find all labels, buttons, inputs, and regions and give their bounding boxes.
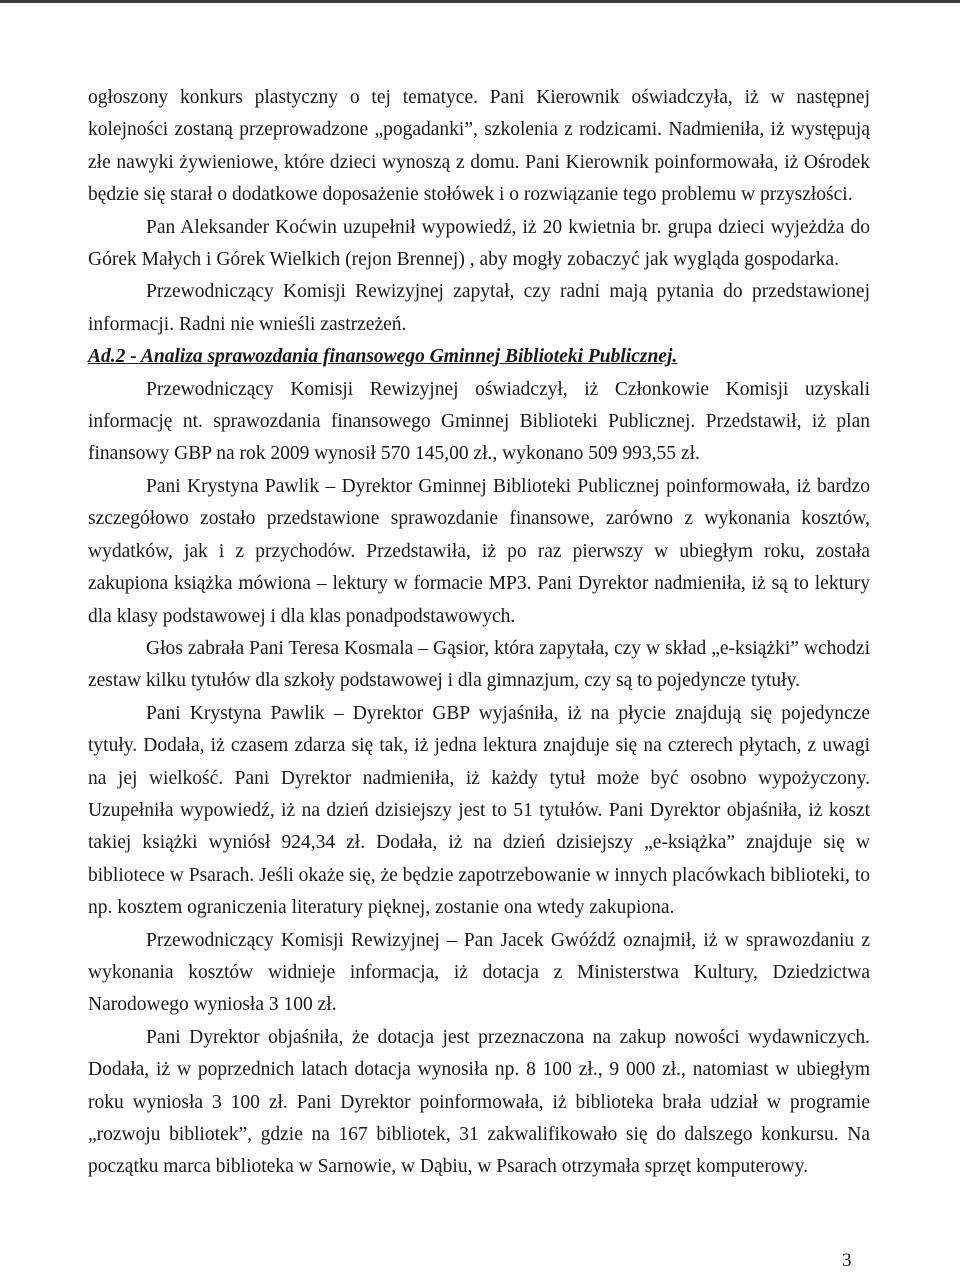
paragraph-kosmala-question: Głos zabrała Pani Teresa Kosmala – Gąsior, która zapytała, czy w skład „e-książki” wchodzi zestaw kilku tytułów dla szkoły podstawowej i dla gimnazjum, czy są to pojedyncze tytuły.: [88, 637, 870, 692]
section-heading-ad2: Ad.2 - Analiza sprawozdania finansowego Gminnej Biblioteki Publicznej.: [88, 346, 678, 368]
paragraph-subsidy-explanation: Pani Dyrektor objaśniła, że dotacja jest przeznaczona na zakup nowości wydawniczych. Dodała, iż w poprzednich latach dotacja wynosiła np. 8 100 zł., 9 000 zł., natomiast w ubiegłym roku wyniosła 3 100 zł. Pani Dyrektor poinformowała, iż biblioteka brała udział w programie „rozwoju bibliotek”, gdzie na 167 bibliotek, 31 zakwalifikowało się do dalszego konkursu. Na początku marca biblioteka w Sarnowie, w Dąbiu, w Psarach otrzymała sprzęt komputerowy.: [88, 1026, 870, 1178]
paragraph-chairman-question: Przewodniczący Komisji Rewizyjnej zapytał, czy radni mają pytania do przedstawionej informacji. Radni nie wnieśli zastrzeżeń.: [88, 281, 870, 335]
paragraph-continuation: ogłoszony konkurs plastyczny o tej tematyce. Pani Kierownik oświadczyła, iż w następnej kolejności zostaną przeprowadzone „pogadanki”, szkolenia z rodzicami. Nadmieniła, iż występują złe nawyki żywieniowe, które dzieci wynoszą z domu. Pani Kierownik poinformowała, iż Ośrodek będzie się starał o dodatkowe doposażenie stołówek i o rozwiązanie tego problemu w przyszłości.: [88, 87, 870, 206]
paragraph-director-report: Pani Krystyna Pawlik – Dyrektor Gminnej Biblioteki Publicznej poinformowała, iż bardzo szczegółowo zostało przedstawione sprawozdanie finansowe, zarówno z wykonania kosztów, wydatków, jak i z przychodów. Przedstawiła, iż po raz pierwszy w ubiegłym roku, została zakupiona książka mówiona – lektury w formacie MP3. Pani Dyrektor nadmieniła, iż są to lektury dla klasy podstawowej i dla klas ponadpodstawowych.: [88, 475, 870, 627]
paragraph-director-answer: Pani Krystyna Pawlik – Dyrektor GBP wyjaśniła, iż na płycie znajdują się pojedyncze tytuły. Dodała, iż czasem zdarza się tak, iż jedna lektura znajduje się na czterech płytach, z uwagi na jej wielkość. Pani Dyrektor nadmieniła, iż każdy tytuł może być osobno wypożyczony. Uzupełniła wypowiedź, iż na dzień dzisiejszy jest to 51 tytułów. Pani Dyrektor objaśniła, iż koszt takiej książki wyniósł 924,34 zł. Dodała, iż na dzień dzisiejszy „e-książka” znajduje się w bibliotece w Psarach. Jeśli okaże się, że będzie zapotrzebowanie w innych placówkach biblioteki, to np. kosztem ograniczenia literatury pięknej, zostanie ona wtedy zakupiona.: [88, 702, 870, 919]
paragraph-koćwin: Pan Aleksander Koćwin uzupełnił wypowiedź, iż 20 kwietnia br. grupa dzieci wyjeżdża do Górek Małych i Górek Wielkich (rejon Brennej) , aby mogły zobaczyć jak wygląda gospodarka.: [88, 216, 870, 271]
document-page: [88, 82, 870, 1184]
paragraph-financial-plan: Przewodniczący Komisji Rewizyjnej oświadczył, iż Członkowie Komisji uzyskali informację nt. sprawozdania finansowego Gminnej Biblioteki Publicznej. Przedstawił, iż plan finansowy GBP na rok 2009 wynosił 570 145,00 zł., wykonano 509 993,55 zł.: [88, 378, 870, 465]
page-number: 3: [842, 1250, 852, 1271]
top-border-line: [0, 0, 960, 3]
paragraph-gwozdz-remark: Przewodniczący Komisji Rewizyjnej – Pan Jacek Gwóźdź oznajmił, iż w sprawozdaniu z wykonania kosztów widnieje informacja, iż dotacja z Ministerstwa Kultury, Dziedzictwa Narodowego wyniosła 3 100 zł.: [88, 929, 870, 1016]
